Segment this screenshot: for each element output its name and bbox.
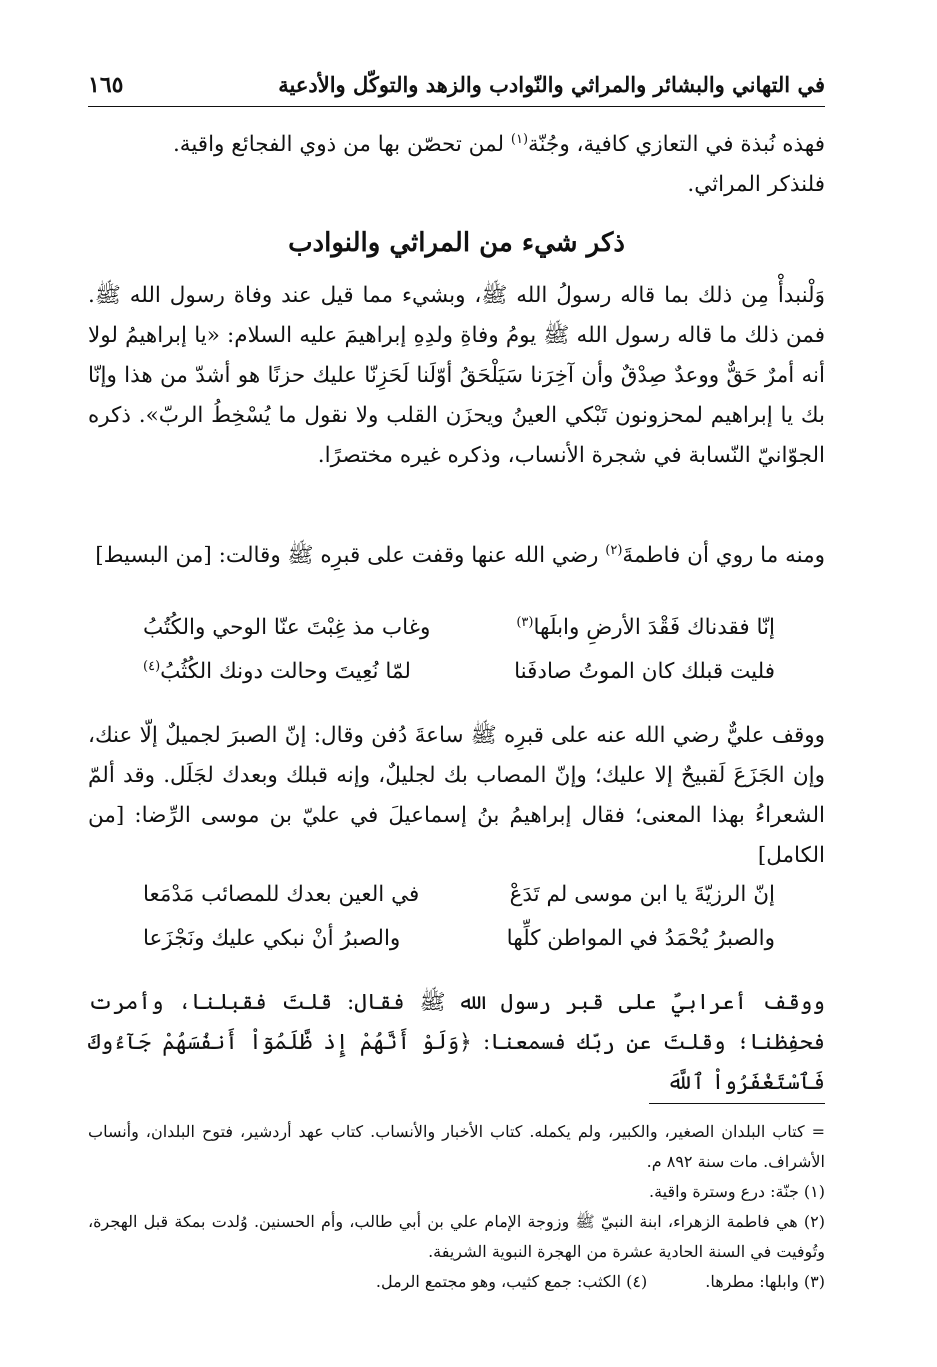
footnotes — [88, 1103, 825, 1297]
intro-text-b: لمن تحصّن بها من ذوي الفجائع واقية. — [172, 132, 511, 158]
paragraph-1: وَلْنبدأْ مِن ذلك بما قاله رسولُ الله ﷺ، وبشيء مما قيل عند وفاة رسول الله ﷺ. فمن ذلك ما قاله رسول الله ﷺ يومُ وفاةِ ولدِهِ إبراهيمَ عليه السلام: «يا إبراهيمُ لولا أنه أمرٌ حَقٌّ ووعدٌ صِدْقٌ وأن آخِرَنا سَيَلْحَقُ أوّلَنا لَحَزِنّا عليك حزنًا هو أشدّ من هذا وإنّا بك يا إبراهيم لمحزونون تَبْكي العينُ ويحزَن القلب ولا نقول ما يُسْخِطُ الربّ». ذكره الجوّانيّ النّسابة في شجرة الأنساب، وذكره غيره مختصرًا. — [88, 283, 825, 468]
verse-line — [88, 926, 825, 970]
verse-first-hemistich — [516, 615, 775, 640]
footnote-ref-4: (٤) — [143, 659, 161, 674]
verse-first-hemistich — [514, 659, 775, 684]
verse-second-hemistich: والصبرُ أنْ نبكي عليك ونَجْزَعا — [143, 926, 401, 951]
paragraph-2-text-b: رضي الله عنها وقفت على قبرِه ﷺ وقالت: [من البسيط] — [95, 543, 606, 569]
footnote-ref-1: (١) — [510, 132, 529, 147]
footnote-ref-3: (٣) — [516, 615, 534, 630]
paragraph-fatima — [88, 531, 825, 576]
footnote-ref-2: (٢) — [605, 543, 623, 558]
footnote-1: (١) جنّة: درع وسترة واقية. — [649, 1182, 825, 1201]
verse-line — [88, 659, 825, 703]
intro-block — [88, 120, 825, 205]
footnotes-3-4 — [88, 1267, 825, 1297]
verse-second-hemistich: في العين بعدك للمصائب مَدْمَعا — [143, 882, 420, 907]
paragraph-4: ووقف أعرابيٌ على قبر رسول الله ﷺ فقال: قلتَ فقبلنا، وأمرت فحفِظنا؛ وقلتَ عن ربّك فسمعنا: ﴿وَلَوْ أَنَّهُمْ إِذ ظَّلَمُوٓاْ أَنفُسَهُمْ جَآءُوكَ فَٱسْتَغْفَرُواْ ٱللَّهَ — [88, 990, 825, 1095]
hemistich-text: لمّا نُعِيتَ وحالت دونك الكُثُبُ — [160, 659, 411, 685]
intro-closing-line: فلنذكر المراثي. — [687, 172, 825, 198]
verse-line — [88, 615, 825, 659]
section-heading: ذكر شيء من المراثي والنوادب — [288, 228, 625, 258]
footnote-2: (٢) هي فاطمة الزهراء، ابنة النبيّ ﷺ وزوجة الإمام علي بن أبي طالب، وأم الحسنين. وُلدت بمكة قبل الهجرة، وتُوفيت في السنة الحادية عشرة من الهجرة النبوية الشريفة. — [88, 1212, 825, 1261]
verse-first-hemistich: إنّ الرزيّةَ يا ابن موسى لم تَدَعْ — [509, 882, 775, 907]
footnote-3: (٣) وابلها: مطرها. — [705, 1272, 825, 1291]
verse-line — [88, 882, 825, 926]
hemistich-text: فليت قبلك كان الموتُ صادفَنا — [514, 659, 775, 684]
hemistich-text: وغاب مذ غِبْتَ عنّا الوحي والكُتُبُ — [143, 615, 431, 640]
section-heading-block — [88, 223, 825, 263]
paragraph-2 — [88, 531, 825, 576]
paragraph-prophet — [88, 276, 825, 476]
poem-rida — [88, 882, 825, 970]
footnote-continuation: = كتاب البلدان الصغير، والكبير، ولم يكمله. كتاب الأخبار والأنساب. كتاب عهد أردشير، فتوح البلدان، وأنساب الأشراف. مات سنة ٨٩٢ م. — [88, 1122, 825, 1171]
hemistich-text: إنّا فقدناك فَقْدَ الأرضِ وابلَها — [533, 615, 775, 641]
intro-paragraph — [88, 120, 825, 165]
verse-second-hemistich — [143, 615, 430, 640]
running-title: في التهاني والبشائر والمراثي والنّوادب والزهد والتوكّل والأدعية — [278, 72, 825, 97]
paragraph-3: ووقف عليٌّ رضي الله عنه على قبرِه ﷺ ساعةَ دُفن وقال: إنّ الصبرَ لجميلٌ إلّا عنك، وإن الجَزَعَ لَقبيحٌ إلا عليك؛ وإنّ المصاب بك لجليلٌ، وإنه قبلك وبعدك لجَلَل. وقد ألمّ الشعراءُ بهذا المعنى؛ فقال إبراهيمُ بنُ إسماعيلَ في عليّ بن موسى الرِّضا: [من الكامل] — [88, 723, 825, 868]
intro-text-a: فهذه نُبذة في التعازي كافية، وجُنّة — [528, 132, 825, 158]
paragraph-ali — [88, 716, 825, 876]
page-number: ١٦٥ — [88, 72, 124, 98]
verse-first-hemistich: والصبرُ يُحْمَدُ في المواطن كلِّها — [506, 926, 775, 951]
verse-second-hemistich — [143, 659, 411, 684]
footnote-4: (٤) الكثب: جمع كثيب، وهو مجتمع الرمل. — [375, 1272, 648, 1291]
footnote-divider — [649, 1103, 825, 1104]
page-header — [88, 66, 825, 107]
paragraph-2-text-a: ومنه ما روي أن فاطمةَ — [622, 543, 825, 569]
poem-fatima — [88, 615, 825, 703]
paragraph-bedouin — [88, 983, 825, 1103]
